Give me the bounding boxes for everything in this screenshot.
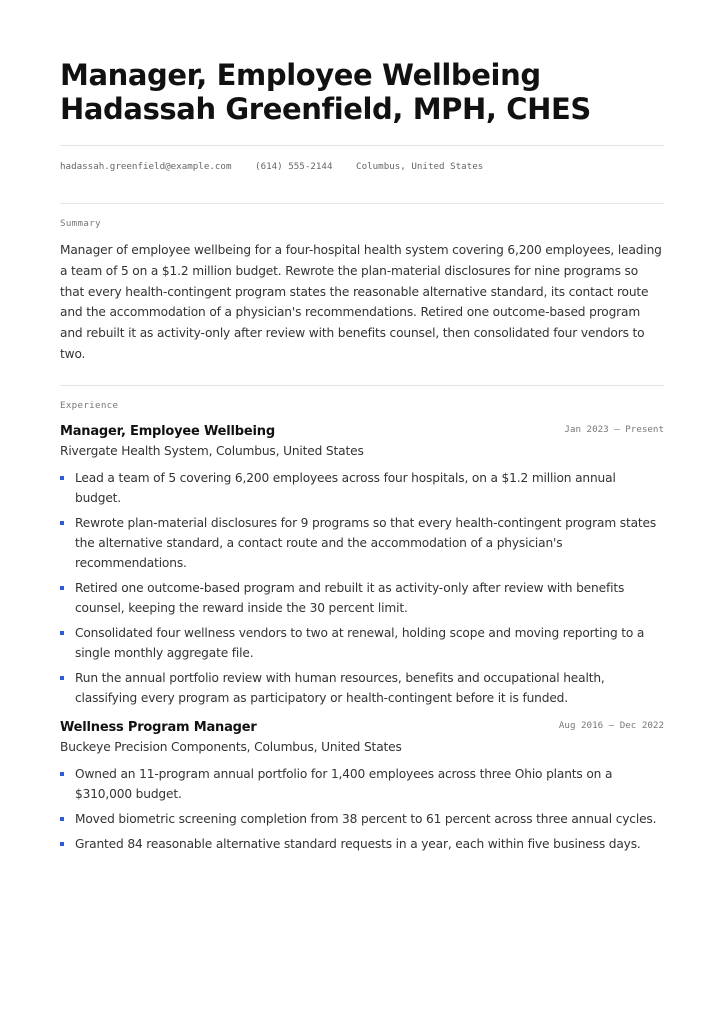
job-title: Wellness Program Manager bbox=[60, 719, 257, 735]
name-heading: Hadassah Greenfield, MPH, CHES bbox=[60, 92, 591, 126]
resume-page bbox=[60, 58, 664, 859]
bullet-text: Granted 84 reasonable alternative standard requests in a year, each within five business days. bbox=[75, 836, 641, 851]
summary-text: Manager of employee wellbeing for a four-hospital health system covering 6,200 employees, leading a team of 5 on a $1.2 million budget. Rewrote the plan-material disclosures for nine programs so that every health-contingent program states the reasonable alternative standard, its contact route and the accommodation of a physician's recommendations. Retired one outcome-based program and rebuilt it as activity-only after review with benefits counsel, then consolidated four vendors to two. bbox=[60, 243, 662, 361]
job-title: Manager, Employee Wellbeing bbox=[60, 423, 275, 439]
bullet-item bbox=[60, 809, 664, 829]
page-title bbox=[60, 58, 664, 126]
bullet-text: Moved biometric screening completion from 38 percent to 61 percent across three annual cycles. bbox=[75, 811, 657, 826]
bullet-item bbox=[60, 468, 664, 508]
job-header bbox=[60, 718, 664, 738]
job-header bbox=[60, 422, 664, 442]
job-title-heading: Manager, Employee Wellbeing bbox=[60, 58, 541, 92]
bullet-item bbox=[60, 578, 664, 618]
bullet-text: Rewrote plan-material disclosures for 9 programs so that every health-contingent program states the alternative standard, a contact route and the accommodation of a physician's recommendations. bbox=[75, 515, 657, 570]
contact-email[interactable]: hadassah.greenfield@example.com bbox=[60, 161, 232, 172]
bullet-text: Consolidated four wellness vendors to two at renewal, holding scope and moving reporting to a single monthly aggregate file. bbox=[75, 625, 645, 660]
bullet-marker-icon bbox=[60, 521, 64, 525]
summary-label: Summary bbox=[60, 218, 101, 229]
bullet-item bbox=[60, 668, 664, 708]
bullet-item bbox=[60, 623, 664, 663]
job-company: Buckeye Precision Components, Columbus, United States bbox=[60, 739, 402, 754]
job-company: Rivergate Health System, Columbus, United States bbox=[60, 443, 364, 458]
divider bbox=[60, 203, 664, 204]
bullet-text: Lead a team of 5 covering 6,200 employees across four hospitals, on a $1.2 million annual budget. bbox=[75, 470, 616, 505]
contact-phone[interactable]: (614) 555-2144 bbox=[255, 161, 333, 172]
bullet-text: Retired one outcome-based program and rebuilt it as activity-only after review with benefits counsel, keeping the reward inside the 30 percent limit. bbox=[75, 580, 625, 615]
job-dates: Aug 2016 — Dec 2022 bbox=[558, 719, 664, 731]
job-dates: Jan 2023 — Present bbox=[564, 423, 664, 435]
bullet-text: Run the annual portfolio review with human resources, benefits and occupational health, classifying every program as participatory or health-contingent before it is funded. bbox=[75, 670, 605, 705]
bullet-marker-icon bbox=[60, 631, 64, 635]
bullet-item bbox=[60, 834, 664, 854]
bullet-marker-icon bbox=[60, 772, 64, 776]
bullet-item bbox=[60, 513, 664, 573]
divider bbox=[60, 385, 664, 386]
divider bbox=[60, 145, 664, 146]
bullet-marker-icon bbox=[60, 676, 64, 680]
contact-line bbox=[60, 161, 664, 177]
job-entry bbox=[60, 422, 664, 708]
bullet-marker-icon bbox=[60, 817, 64, 821]
bullet-text: Owned an 11-program annual portfolio for 1,400 employees across three Ohio plants on a $310,000 budget. bbox=[75, 766, 613, 801]
bullet-marker-icon bbox=[60, 842, 64, 846]
job-entry bbox=[60, 718, 664, 854]
bullet-marker-icon bbox=[60, 586, 64, 590]
bullet-item bbox=[60, 764, 664, 804]
bullet-marker-icon bbox=[60, 476, 64, 480]
contact-location: Columbus, United States bbox=[356, 161, 484, 172]
job-bullets bbox=[60, 764, 664, 854]
experience-label: Experience bbox=[60, 399, 119, 411]
job-bullets bbox=[60, 468, 664, 708]
